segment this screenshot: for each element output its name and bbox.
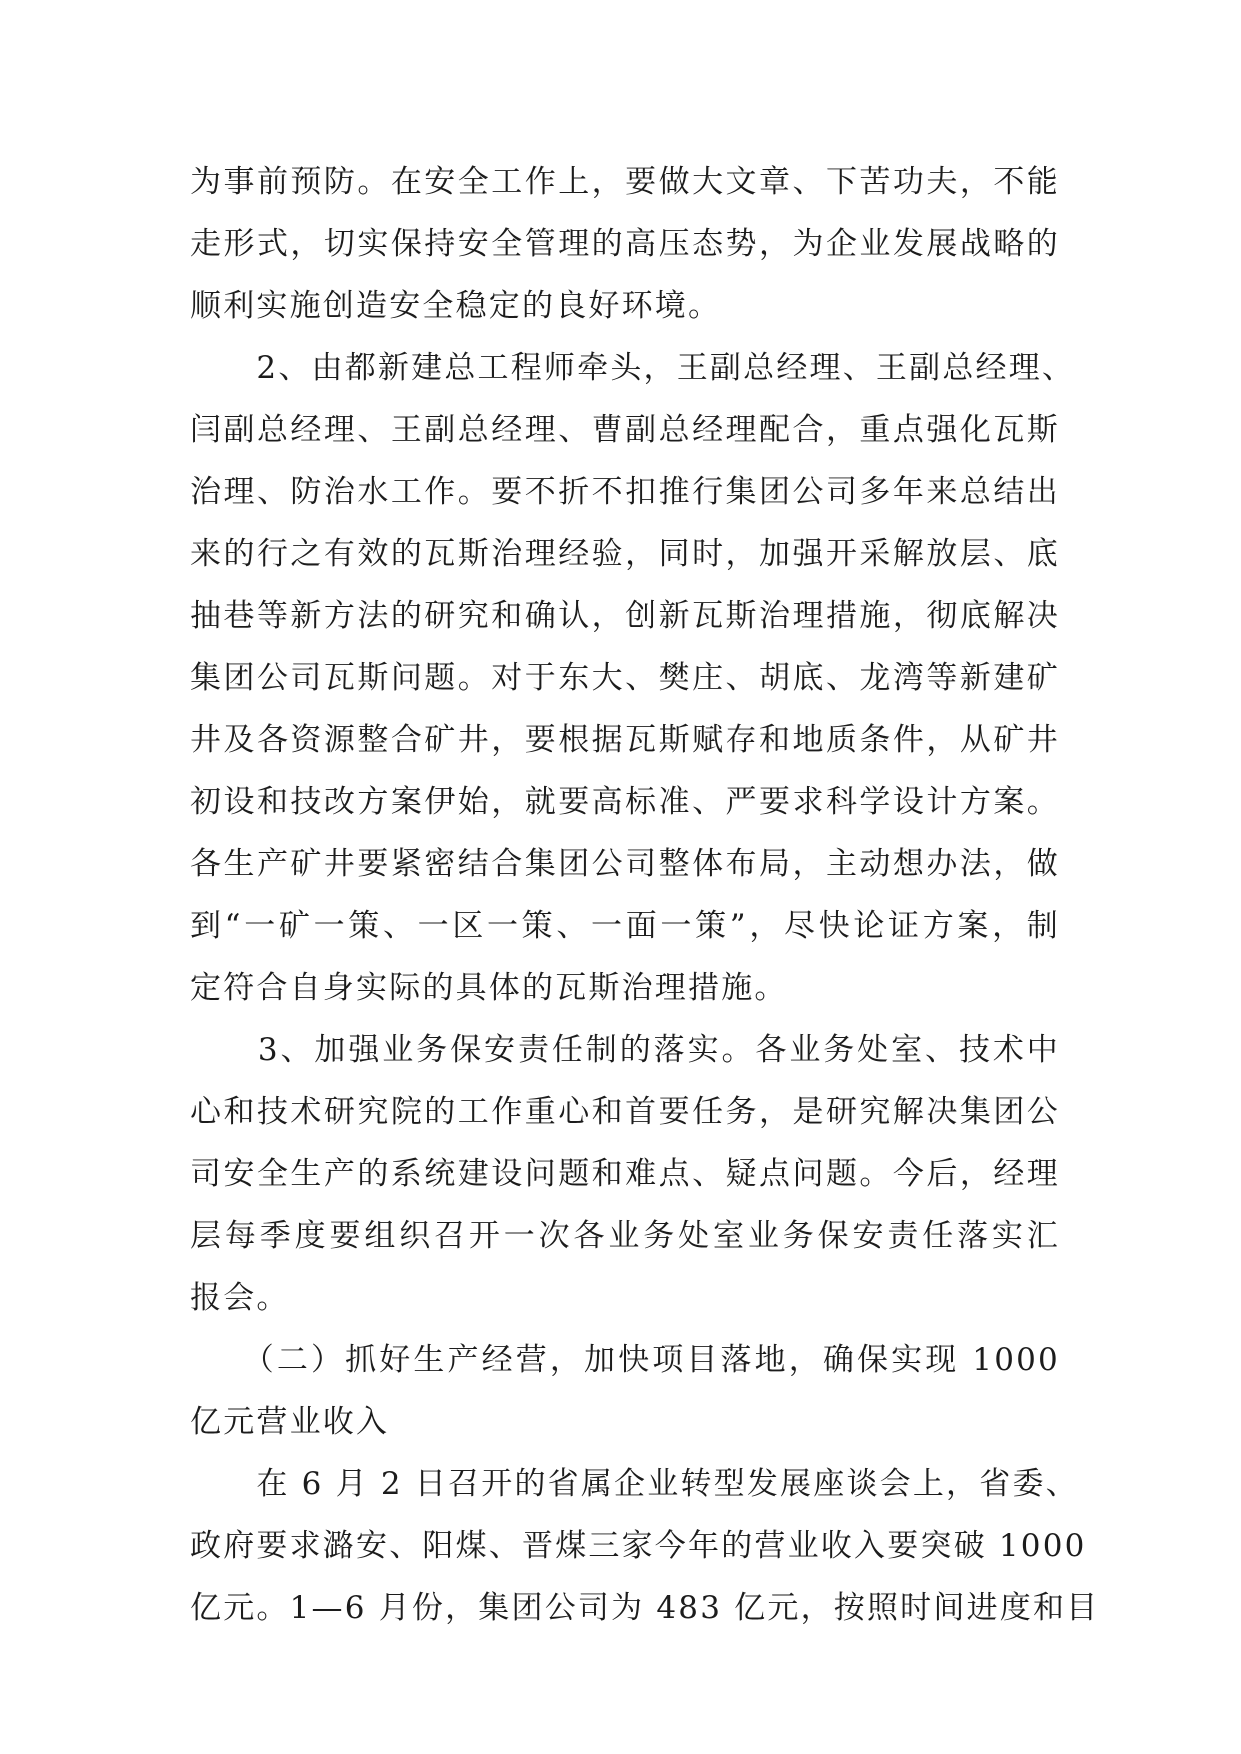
text-line: 在 6 月 2 日召开的省属企业转型发展座谈会上，省委、 xyxy=(190,1466,1079,1502)
text-line: 政府要求潞安、阳煤、晋煤三家今年的营业收入要突破 1000 xyxy=(190,1528,1087,1564)
text-line: 亿元。1—6 月份，集团公司为 483 亿元，按照时间进度和目 xyxy=(190,1590,1100,1626)
text-line: 闫副总经理、王副总经理、曹副总经理配合，重点强化瓦斯 xyxy=(190,412,1060,448)
text-line: 顺利实施创造安全稳定的良好环境。 xyxy=(190,288,722,324)
text-line: （二）抓好生产经营，加快项目落地，确保实现 1000 xyxy=(190,1342,1060,1378)
text-line: 亿元营业收入 xyxy=(190,1404,390,1440)
text-line: 2、由都新建总工程师牵头，王副总经理、王副总经理、 xyxy=(190,350,1076,386)
text-line: 治理、防治水工作。要不折不扣推行集团公司多年来总结出 xyxy=(190,474,1060,510)
text-line: 走形式，切实保持安全管理的高压态势，为企业发展战略的 xyxy=(190,226,1060,262)
document-body xyxy=(190,151,1100,1639)
section-heading-production xyxy=(190,1329,1060,1453)
text-line: 到“一矿一策、一区一策、一面一策”，尽快论证方案，制 xyxy=(190,908,1060,944)
text-line: 集团公司瓦斯问题。对于东大、樊庄、胡底、龙湾等新建矿 xyxy=(190,660,1060,696)
text-line: 各生产矿井要紧密结合集团公司整体布局，主动想办法，做 xyxy=(190,846,1060,882)
text-line: 抽巷等新方法的研究和确认，创新瓦斯治理措施，彻底解决 xyxy=(190,598,1060,634)
text-line: 报会。 xyxy=(190,1280,290,1316)
text-line: 来的行之有效的瓦斯治理经验，同时，加强开采解放层、底 xyxy=(190,536,1060,572)
text-line: 层每季度要组织召开一次各业务处室业务保安责任落实汇 xyxy=(190,1218,1060,1254)
text-line: 为事前预防。在安全工作上，要做大文章、下苦功夫，不能 xyxy=(190,164,1060,200)
text-line: 井及各资源整合矿井，要根据瓦斯赋存和地质条件，从矿井 xyxy=(190,722,1060,758)
paragraph-gas-control xyxy=(190,337,1076,1019)
text-line: 初设和技改方案伊始，就要高标准、严要求科学设计方案。 xyxy=(190,784,1060,820)
paragraph-business-responsibility xyxy=(190,1019,1060,1329)
text-line: 司安全生产的系统建设问题和难点、疑点问题。今后，经理 xyxy=(190,1156,1060,1192)
text-line: 定符合自身实际的具体的瓦斯治理措施。 xyxy=(190,970,788,1006)
paragraph-revenue-target xyxy=(190,1453,1100,1639)
paragraph-safety-intro xyxy=(190,151,1060,337)
text-line: 3、加强业务保安责任制的落实。各业务处室、技术中 xyxy=(190,1032,1060,1068)
text-line: 心和技术研究院的工作重心和首要任务，是研究解决集团公 xyxy=(190,1094,1060,1130)
